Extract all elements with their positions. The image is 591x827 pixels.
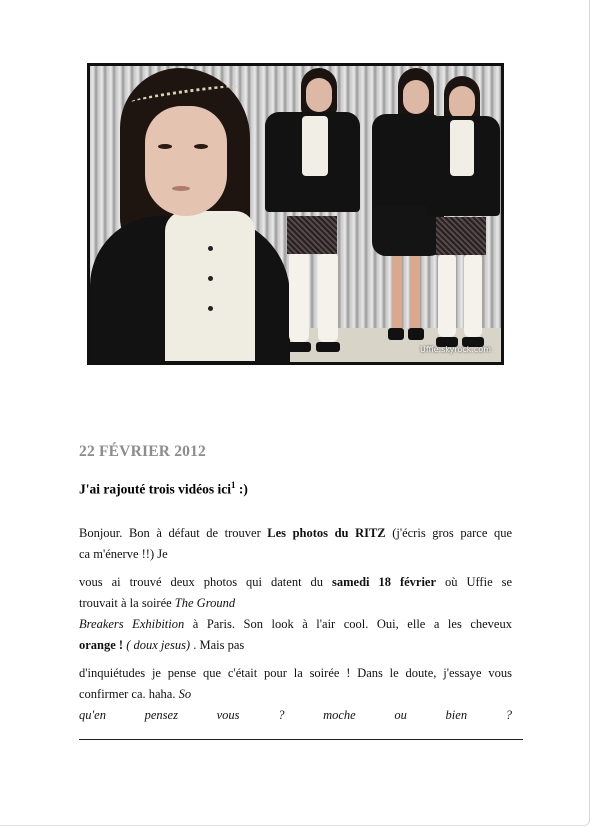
footnote-link[interactable]: 1 [230,480,236,490]
ritz-photos-emphasis: Les photos du RITZ [267,526,386,540]
post-headline [79,480,248,498]
para2-line4: orange ! ( doux jesus) . Mais pas [79,638,245,652]
para3-line1: d'inquiétudes je pense que c'était pour la soirée ! Dans le doute, j'essaye vous [79,666,512,680]
para1-line2: ca m'énerve !!) Je [79,547,168,561]
headline-suffix: :) [235,481,248,497]
date-emphasis: samedi 18 février [332,575,437,589]
post-date: 22 FÉVRIER 2012 [79,443,207,460]
photo-collage [90,66,501,362]
paragraph-3 [79,663,512,726]
para2-line2: trouvait à la soirée The Ground [79,596,236,610]
paragraph-1 [79,523,512,565]
para3-line2: confirmer ca. haha. So [79,687,192,701]
paragraph-2 [79,572,512,656]
photo-watermark: Uffie.skyrock.com [420,345,491,354]
post-photo [87,63,504,365]
headline-text: J'ai rajouté trois vidéos ici [79,481,231,497]
para2-line1: vous ai trouvé deux photos qui datent du samedi 18 février où Uffie se [79,575,513,589]
para2-line3: Breakers Exhibition à Paris. Son look à l'air cool. Oui, elle a les cheveux [79,617,512,631]
para1-line1: Bonjour. Bon à défaut de trouver Les photos du RITZ (j'écris gros parce que [79,526,513,540]
orange-emphasis: orange ! [79,638,124,652]
separator-rule [79,739,523,740]
para3-line3: qu'en pensez vous ? moche ou bien ? [79,708,512,722]
